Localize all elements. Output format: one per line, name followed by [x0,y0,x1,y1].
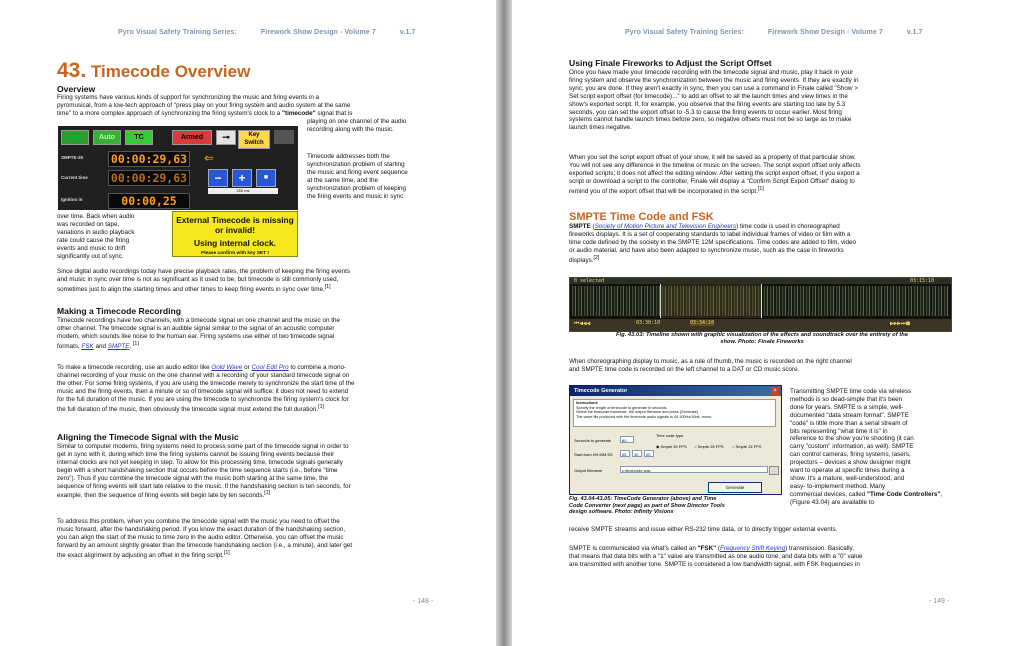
volume-title: Firework Show Design - Volume 7 [260,29,376,36]
choreo-paragraph: When choreographing display to music, as a rule of thumb, the music is recorded on the right channel and SMPTE time code is recorded on the left channel to a DAT or CD music score. [569,358,852,373]
minus-button: − [208,169,228,187]
narrow-text-column: over time. Back when audio was recorded on tape, variations in audio playback rate could cause the firing events and music to drift significantly out of sync. [57,213,135,260]
radio-25fps: ○ Smpte 25 FPS [694,444,724,449]
armed-button: Armed [172,130,212,145]
volume-title: Firework Show Design - Volume 7 [767,29,883,36]
beside-image-text-2: Timecode addresses both the synchronization problem of starting the music and firing event sequence at the same time, and the synchronization problem of keeping the firing events and music in sync [307,153,408,200]
ignition-label: Ignition in [61,197,83,202]
making-paragraph: Timecode recordings have two channels, with a timecode signal on one channel and the music on the other channel. The timecode signal is an audible signal similar to the signal of an acoustic computer modem, which sounds like noise to the human ear. Firing systems use either of two timecode signal formats, FSK and SMPTE. [1] [57,317,340,350]
right-page [512,0,1011,646]
footnote-ref[interactable]: [1] [324,283,331,290]
transmitting-column: Transmitting SMPTE time code via wireless methods is so dead-simple that it's been done for years. SMPTE is a simple, well- documented "data stream format". SMPTE "code" is little more than a serial stream of bits representing "what time it is" in reference to the show you're shooting (it can carry "custom" information, as well). SMPTE can control cameras, firing systems, lasers, projectors – devices a show designer might want to operate at specific times during a show. It's a mature, well-understood, and easy- to-implement method. Many commercial devices, called "Time Code Controllers", (Figure 43.04) are available to [790,388,943,506]
timeline-selection [660,284,762,318]
ignition-display: 00:00,25 [108,193,190,209]
man-button: Man [61,130,89,145]
playback-controls-icon: ⏮◀◀◀ [574,320,591,327]
scale-bar: 250 ms [208,188,278,194]
version: v.1.7 [399,29,416,36]
align-heading: Aligning the Timecode Signal with the Music [57,432,239,442]
finale-paragraph: Once you have made your timecode recording with the timecode signal and music, play it back in your firing system and observe the synchronization between the music and firing events. If they are exactly in sync, you are done. If they aren't exactly in sync, then you can use a command in Finale called "Show > Set script export offset (for timecode)..." to add an offset to all the launch times and view times in the show's exported script. If, for example, you observe that the firing events are starting too late by 5.3 seconds, you can set the export offset to -5.3 to cause the firing events to occur earlier. Most firing systems cannot handle launch times before zero, so negative offsets must not be so large as to make launch times negative. [569,69,859,132]
fsk-link[interactable]: FSK [81,342,94,350]
overview-paragraph: Firing systems have various kinds of support for synchronizing the music and firing events in a pyromusical, from a low-tech approach of "press play on your firing system and audio system at the same time" to a more complex approach of synchronizing the firing system's clock to a "timecode" signal that is [57,94,353,117]
warning-line-3: Please confirm with key SET ! [201,251,269,256]
fsk-frequency-link[interactable]: Frequency Shift Keying [720,545,786,552]
sync-paragraph: Since digital audio recordings today have precise playback rates, the problem of keeping the firing events and music in sync over time is not as significant as it used to be, but timecode is still commonly used, sometimes just to align the starting times and other times to keep firing events in sync over time.[1] [57,268,350,293]
page-number-left: - 148 - [413,598,434,605]
close-icon: × [771,387,779,395]
align-paragraph: Similar to computer modems, firing systems need to process some part of the timecode signal in order to get in sync with it, during which time the firing systems cannot be issuing firing events because their internal clocks are not yet keeping in step. To allow for this processing time, timecode signals generally begin with a short handshaking section that occurs before the time sequence starts (i.e., before "time zero"). Thus if you combine the timecode signal with the music both starting at the same time, the sequence of firing events will start late relative to the music. If the handshaking section is ten seconds, for example, then the sequence of firing events will begin late by ten seconds.[1] [57,443,351,500]
timeline-selected-label: 0 selected [574,278,605,284]
making-heading: Making a Timecode Recording [57,306,182,316]
output-field: c:\timecode.wav [620,466,768,473]
timecode-generator-dialog [569,385,782,495]
smpte-heading: SMPTE Time Code and FSK [569,211,714,223]
saved-paragraph: When you set the script export offset of your show, it will be saved as a property of that particular show. You will not see any difference in the timeline or music on the screen. The script export offset only affects exported scripts; it does not affect the editing window. After setting the script export offset, if you export a script or download a script to the controller, Finale will display a "Confirm Script Export Offset" dialog to remind you of the export offset that will be incorporated in the script.[1] [569,154,861,195]
receive-line: receive SMPTE streams and issue either RS-232 time data, or to directly trigger external events. [569,526,838,533]
radio-24fps: ○ Smpte 24 FPS [732,444,762,449]
beside-image-text: playing on one channel of the audio recording along with the music. [307,118,407,133]
arrow-left-icon: ⇐ [204,151,215,165]
current-time-label: Current time [61,175,88,180]
auto-button: Auto [93,130,121,145]
fig2-caption: Fig. 43.04-43.05: TimeCode Generator (above) and Time Code Converter (next page) as part of Show Director Tools design software. Photo: Infinity Visions [569,496,725,516]
key-icon: ⊸ [216,130,236,145]
plus-button: + [232,169,252,187]
page-number-right: - 149 - [929,598,950,605]
address-paragraph: To address this problem, when you combine the timecode signal with the music you need to offset the music forward, after the handshaking period. If you know the exact duration of the handshaking section, you can align the start of the music to time zero in the audio editor. Otherwise, you can offset the music forward by an amount slightly greater than the timecode handshaking section (i.e., a minute), and later get the exact alignment by adjusting an offset in the firing script.[1] [57,518,353,559]
seconds-label: Seconds to generate [574,438,611,443]
smpte-display: 00:00:29,63 [108,151,190,167]
start-hours-field: 05 [620,450,630,457]
chapter-title-text: Timecode Overview [90,62,251,81]
audio-editor-paragraph: To make a timecode recording, use an audio editor like Gold Wave or Cool Edit Pro to combine a mono- channel recording of your music on the one channel with a recording of your standard timecode signal on the other. For some firing systems, if you are using the timecode merely to synchronize the start time of the music and the firing events, then a minute or so of timecode signal will suffice; it does not need to extend for the full duration of the music. If you are using the timecode to synchronize the firing system's clock for the full duration of the music, then obviously the timecode signal must extend the full duration.[1] [57,364,355,413]
browse-icon: … [769,466,779,475]
running-head-left [118,29,439,36]
dialog-title: Timecode Generator [570,386,781,396]
instructions-box: Instructions Specify the length of timecode to generate in seconds. Select the timecode framerate, the output filename and press [Generate]. The wave file produced with the timecode audio signals is 44.100Hz/16bit, mono. [573,399,776,427]
start-label: Start from HH:MM:SS [574,452,613,457]
timecode-warning-image [172,211,298,257]
generate-button: Generate [708,482,762,493]
gold-wave-link[interactable]: Gold Wave [211,364,243,371]
smpte-label: SMPTE-25 [61,155,84,160]
timeline-time-mid: 03:34:10 [690,320,715,326]
smpte-society-link[interactable]: Society of Motion Picture and Television Engineers [594,223,737,230]
smpte-link[interactable]: SMPTE [107,342,130,350]
version: v.1.7 [906,29,923,36]
radio-30fps: ◉ Smpte 30 FPS [656,444,687,449]
warning-line-1: External Timecode is missing or invalid! [176,215,294,235]
key-switch-button: Key Switch [238,130,270,149]
timeline-image [569,277,952,332]
fsk-paragraph: SMPTE is communicated via what's called an "FSK" (Frequency Shift Keying) transmission. Basically, that means that data bits with a "1" value are transmitted as one audio tone, and data bits with a "0" value are transmitted with another tone. SMPTE is considered a low bandwidth signal, with FSK frequencies in [569,545,863,568]
left-page [0,0,496,646]
chapter-title [57,60,250,83]
code-type-label: Time code type [656,433,684,438]
finale-heading: Using Finale Fireworks to Adjust the Script Offset [569,58,772,68]
timecode-term: "timecode" [281,109,316,117]
tc-button: TC [125,130,153,145]
timeline-time-left: 03:30:10 [636,320,661,326]
page-gutter [496,0,512,646]
panel-indicator [274,130,294,144]
timeline-time-right: 03:15:10 [910,278,935,284]
transport-controls-icon: ▶▶▶⏭■ [890,320,910,327]
stop-button: ■ [256,169,276,187]
current-time-display: 00:00:29,63 [108,170,190,186]
start-seconds-field: 00 [644,450,654,457]
overview-heading: Overview [57,84,96,94]
cool-edit-link[interactable]: Cool Edit Pro [251,364,289,371]
series-name: Pyro Visual Safety Training Series: [625,29,744,36]
start-minutes-field: 30 [632,450,642,457]
series-name: Pyro Visual Safety Training Series: [118,29,237,36]
chapter-number: 43. [57,59,87,82]
output-label: Output filename [574,468,603,473]
smpte-paragraph: SMPTE (Society of Motion Picture and Television Engineers) time code is used in choreographed fireworks displays. It is a set of cooperating standards to label individual frames of video or film with a time code defined by the society in the SMPTE 12M specifications. Time codes are added to film, video or audio material, and have also been adapted to synchronize music, such as the case in fireworks displays.[2] [569,223,857,264]
warning-line-2: Using internal clock. [194,238,276,248]
seconds-field: 60 [620,436,634,443]
firing-system-panel-image [58,126,298,210]
running-head-right [625,29,946,36]
fig1-caption: Fig. 43.03: Timeline shown with graphic visualization of the effects and soundtrack over the entirety of the show. Photo: Finale Fireworks [616,332,908,345]
